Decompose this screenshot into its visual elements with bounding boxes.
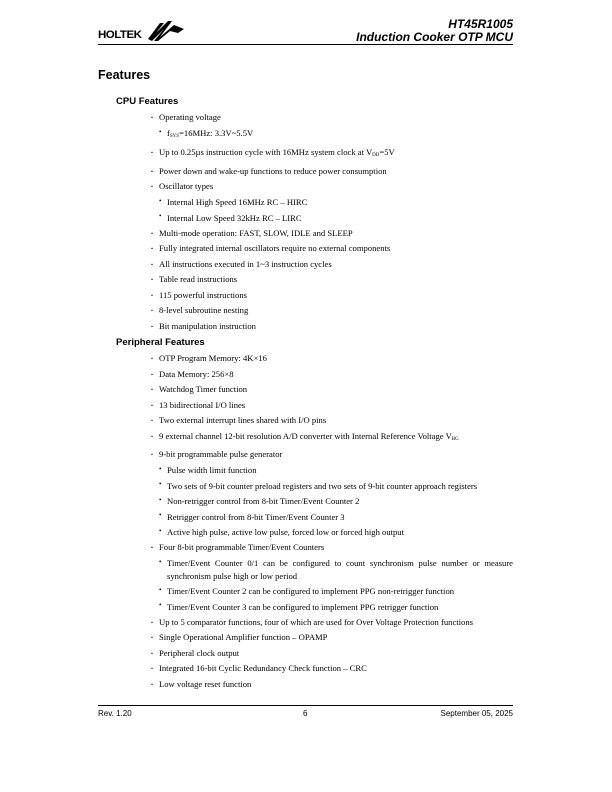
bullet-icon: · [150, 163, 154, 178]
list-item [150, 367, 513, 383]
bullet-icon: • [159, 511, 162, 519]
bullet-icon: · [150, 397, 154, 412]
item-text: Retrigger control from 8-bit Timer/Event Counter 3 [167, 511, 345, 522]
list-item [150, 429, 513, 448]
holtek-logo [98, 17, 188, 43]
item-text: Two sets of 9-bit counter preload registers and two sets of 9-bit counter approach registers [167, 480, 478, 491]
sub-list-item [150, 599, 513, 615]
list-item [150, 540, 513, 556]
peripheral-features-list [150, 351, 513, 692]
item-text: Bit manipulation instruction [159, 320, 256, 331]
list-item [150, 179, 513, 195]
item-text: Pulse width limit function [167, 465, 257, 475]
bullet-icon: · [150, 272, 154, 286]
item-text: f [167, 128, 170, 138]
item-text: Table read instructions [159, 274, 238, 284]
bullet-icon: · [150, 303, 154, 317]
item-text: Two external interrupt lines shared with I/O pins [159, 415, 327, 425]
bullet-icon: · [150, 661, 154, 675]
bullet-icon: • [159, 196, 162, 205]
page-title: Features [98, 68, 151, 82]
item-text: =16MHz: 3.3V~5.5V [179, 128, 254, 138]
svg-text:HOLTEK: HOLTEK [98, 29, 142, 41]
sub-list-item [150, 556, 513, 584]
bullet-icon: · [150, 145, 154, 159]
bullet-icon: • [159, 557, 162, 566]
sub-list-item [150, 478, 513, 494]
sub-list-item [150, 525, 513, 541]
sub-list-item [150, 210, 513, 226]
item-text: Low voltage reset function [159, 678, 252, 689]
bullet-icon: · [150, 540, 154, 554]
subscript-text: SYS [169, 134, 180, 139]
bullet-icon: • [159, 127, 162, 136]
item-text: Operating voltage [159, 112, 221, 122]
list-item [150, 241, 513, 257]
bullet-icon: · [150, 241, 154, 255]
bullet-icon: • [159, 480, 162, 488]
bullet-icon: · [150, 351, 154, 365]
item-text: Timer/Event Counter 3 can be configured to implement PPG retrigger function [167, 601, 439, 612]
item-text: 8-level subroutine nesting [159, 305, 249, 315]
bullet-icon: · [150, 225, 154, 240]
list-item [150, 677, 513, 693]
header-divider [98, 44, 513, 45]
bullet-icon: · [150, 630, 154, 644]
item-text: Integrated 16-bit Cyclic Redundancy Check function – CRC [159, 663, 367, 673]
list-item [150, 110, 513, 126]
bullet-icon: · [150, 447, 154, 461]
header-title [356, 18, 513, 44]
item-text: All instructions executed in 1~3 instruction cycles [159, 258, 332, 269]
item-text: Power down and wake-up functions to reduce power consumption [159, 165, 387, 176]
footer-revision: Rev. 1.20 [98, 709, 132, 718]
part-number: HT45R1005 [448, 17, 513, 31]
bullet-icon: · [150, 413, 154, 427]
cpu-features-heading: CPU Features [116, 96, 179, 107]
bullet-icon: · [150, 676, 154, 691]
list-item [150, 630, 513, 646]
item-text: Active high pulse, active low pulse, forced low or forced high output [167, 527, 404, 537]
list-item [150, 447, 513, 463]
sub-list-item [150, 126, 513, 146]
item-text: 9-bit programmable pulse generator [159, 449, 283, 459]
item-text: Internal Low Speed 32kHz RC – LIRC [167, 212, 302, 223]
item-text: OTP Program Memory: 4K×16 [159, 353, 267, 363]
item-text: Timer/Event Counter 0/1 can be configured to count synchronism pulse number or measure synchronism pulse high or low period [167, 558, 513, 581]
bullet-icon: · [150, 645, 154, 660]
list-item [150, 351, 513, 367]
list-item [150, 226, 513, 242]
item-text: Peripheral clock output [159, 647, 240, 658]
list-item [150, 646, 513, 662]
list-item [150, 661, 513, 677]
list-item [150, 288, 513, 304]
item-text: =5V [379, 147, 395, 157]
item-text: Data Memory: 256×8 [159, 368, 234, 379]
bullet-icon: · [150, 428, 154, 443]
list-item [150, 398, 513, 414]
item-text: Four 8-bit programmable Timer/Event Counters [159, 542, 325, 552]
list-item [150, 145, 513, 164]
bullet-icon: · [150, 614, 154, 629]
footer-divider [98, 705, 513, 706]
bullet-icon: · [150, 318, 154, 333]
item-text: Watchdog Timer function [159, 384, 248, 394]
bullet-icon: • [159, 495, 162, 504]
bullet-icon: · [150, 287, 154, 302]
sub-list-item [150, 463, 513, 479]
subscript-text: DD [372, 153, 380, 158]
cpu-features-list [150, 110, 513, 334]
peripheral-features-heading: Peripheral Features [116, 337, 205, 348]
document-subtitle: Induction Cooker OTP MCU [356, 30, 513, 44]
sub-list-item [150, 494, 513, 510]
list-item [150, 413, 513, 429]
item-text: Internal High Speed 16MHz RC – HIRC [167, 197, 308, 207]
bullet-icon: · [150, 366, 154, 381]
bullet-icon: • [159, 526, 162, 535]
item-text: Single Operational Amplifier function – OPAMP [159, 632, 328, 642]
item-text: Multi-mode operation: FAST, SLOW, IDLE and SLEEP [159, 227, 353, 238]
subscript-text: BG [451, 436, 459, 442]
item-text: Up to 0.25µs instruction cycle with 16MHz system clock at V [159, 147, 373, 157]
list-item [150, 164, 513, 180]
item-text: 115 powerful instructions [159, 289, 247, 300]
item-text: 9 external channel 12-bit resolution A/D converter with Internal Reference Voltage V [159, 430, 452, 441]
bullet-icon: • [159, 601, 162, 609]
list-item [150, 319, 513, 335]
list-item [150, 303, 513, 319]
item-text: Oscillator types [159, 181, 214, 191]
footer-date: September 05, 2025 [440, 709, 513, 718]
bullet-icon: • [159, 212, 162, 220]
bullet-icon: · [150, 382, 154, 396]
sub-list-item [150, 509, 513, 525]
bullet-icon: · [150, 110, 154, 124]
bullet-icon: • [159, 585, 162, 594]
sub-list-item [150, 584, 513, 600]
list-item [150, 615, 513, 631]
bullet-icon: • [159, 464, 162, 473]
list-item [150, 272, 513, 288]
footer-page-number: 6 [303, 709, 308, 718]
sub-list-item [150, 195, 513, 211]
item-text: Non-retrigger control from 8-bit Timer/Event Counter 2 [167, 496, 360, 506]
item-text: 13 bidirectional I/O lines [159, 399, 246, 410]
bullet-icon: · [150, 256, 154, 271]
item-text: Up to 5 comparator functions, four of which are used for Over Voltage Protection functions [159, 616, 473, 627]
item-text: Timer/Event Counter 2 can be configured to implement PPG non-retrigger function [167, 586, 455, 596]
bullet-icon: · [150, 179, 154, 193]
list-item [150, 257, 513, 273]
list-item [150, 382, 513, 398]
item-text: Fully integrated internal oscillators require no external components [159, 243, 391, 253]
